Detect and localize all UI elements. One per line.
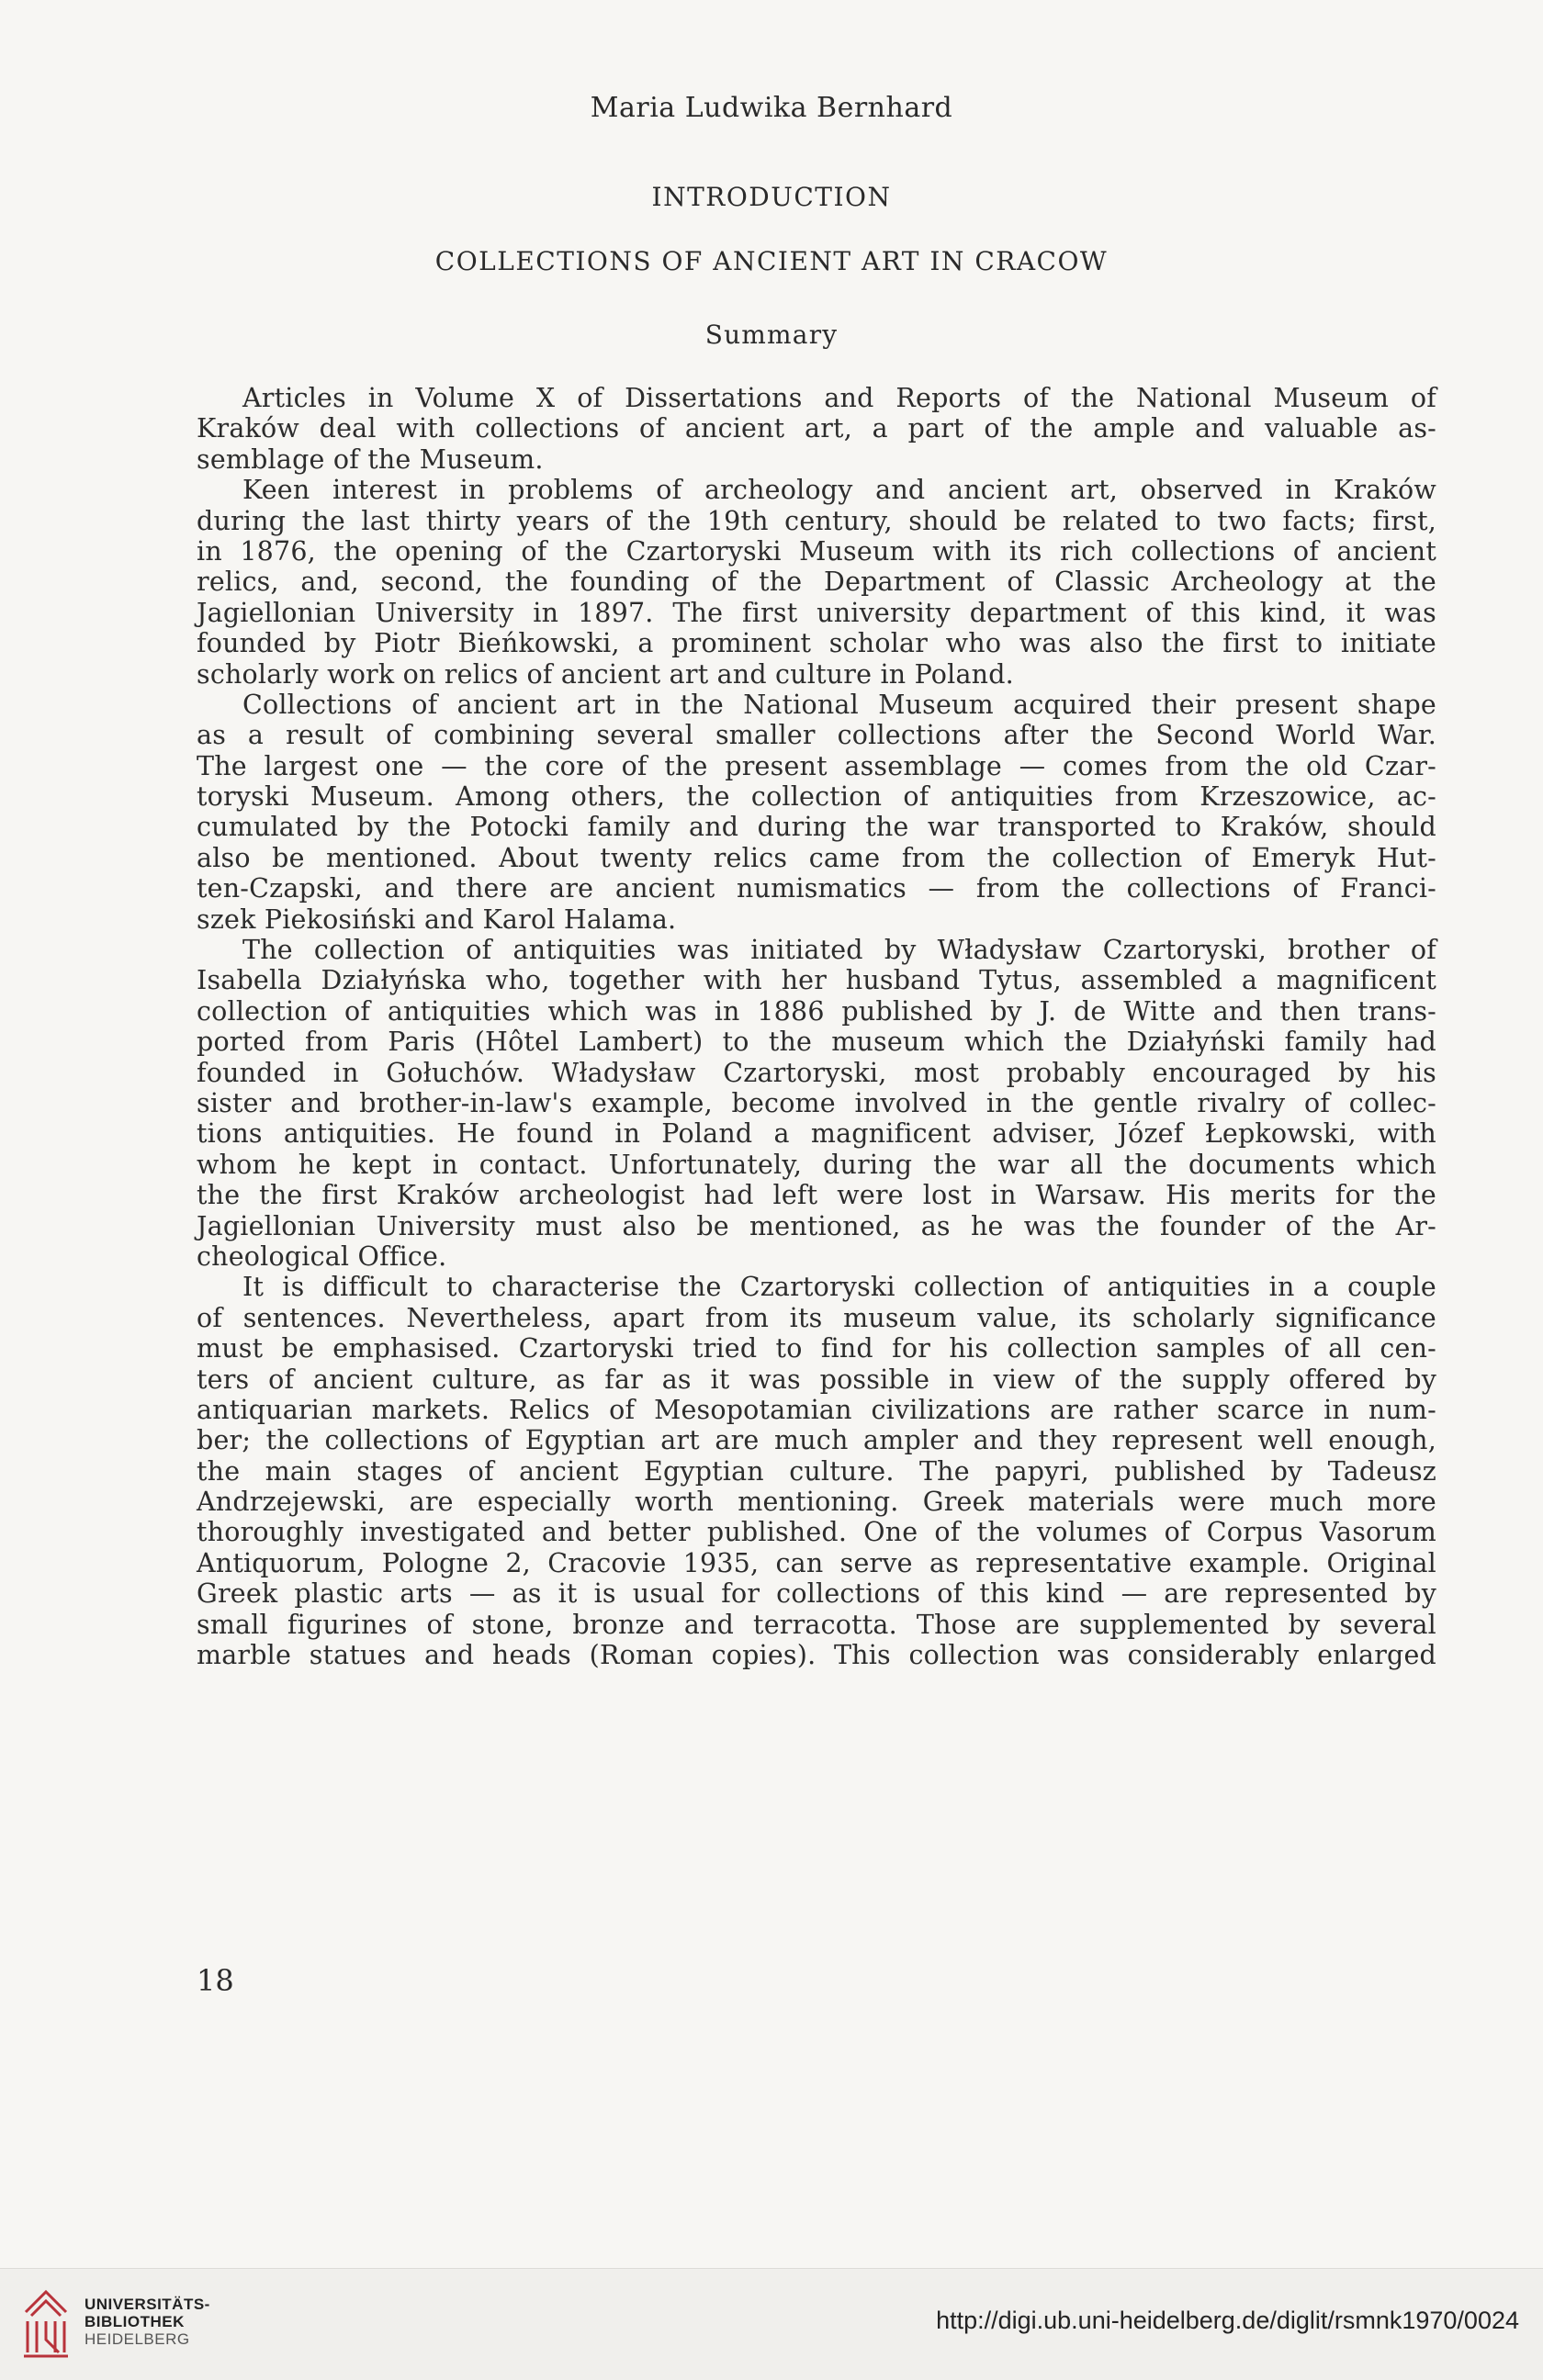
text-line: Jagiellonian University must also be mentioned, as he was the founder of the Ar-: [197, 1210, 1436, 1241]
text-line: Greek plastic arts — as it is usual for collections of this kind — are represented by: [197, 1578, 1436, 1610]
text-line: thoroughly investigated and better published. One of the volumes of Corpus Vasorum: [197, 1517, 1436, 1548]
text-line: Antiquorum, Pologne 2, Cracovie 1935, can serve as representative example. Original: [197, 1547, 1436, 1578]
library-name-line3: HEIDELBERG: [84, 2330, 190, 2348]
text-line: Collections of ancient art in the National Museum acquired their present shape: [242, 689, 1436, 720]
summary-heading: Summary: [704, 320, 839, 350]
text-line: of sentences. Nevertheless, apart from its museum value, its scholarly significance: [197, 1302, 1436, 1333]
text-line: cheological Office.: [197, 1241, 447, 1272]
text-line: It is difficult to characterise the Czartoryski collection of antiquities in a couple: [242, 1272, 1436, 1303]
text-line: collection of antiquities which was in 1886 published by J. de Witte and then trans-: [197, 995, 1436, 1027]
text-line: Articles in Volume X of Dissertations and Reports of the National Museum of: [242, 383, 1436, 413]
text-line: ber; the collections of Egyptian art are much ampler and they represent well enough,: [197, 1425, 1436, 1456]
text-line: whom he kept in contact. Unfortunately, during the war all the documents which: [197, 1149, 1436, 1180]
text-line: during the last thirty years of the 19th century, should be related to two facts; first,: [197, 505, 1436, 536]
text-line: the main stages of ancient Egyptian culture. The papyri, published by Tadeusz: [197, 1455, 1436, 1487]
text-line: the the first Kraków archeologist had left were lost in Warsaw. His merits for the: [197, 1180, 1436, 1211]
text-line: as a result of combining several smaller collections after the Second World War.: [197, 720, 1436, 751]
text-line: The largest one — the core of the present assemblage — comes from the old Czar-: [197, 750, 1436, 781]
text-line: must be emphasised. Czartoryski tried to find for his collection samples of all cen-: [197, 1333, 1436, 1364]
text-line: antiquarian markets. Relics of Mesopotamian civilizations are rather scarce in num-: [197, 1394, 1436, 1425]
text-line: Kraków deal with collections of ancient art, a part of the ample and valuable as-: [197, 413, 1436, 444]
library-name: [84, 2296, 210, 2348]
text-line: relics, and, second, the founding of the Department of Classic Archeology at the: [197, 567, 1436, 598]
section-heading: INTRODUCTION: [651, 182, 892, 212]
article-title: COLLECTIONS OF ANCIENT ART IN CRACOW: [434, 246, 1109, 276]
text-line: also be mentioned. About twenty relics came from the collection of Emeryk Hut-: [197, 842, 1436, 873]
text-line: cumulated by the Potocki family and during the war transported to Kraków, should: [197, 812, 1436, 843]
text-line: marble statues and heads (Roman copies). This collection was considerably enlarged: [197, 1640, 1436, 1671]
page-number: 18: [197, 1963, 234, 1998]
text-line: Jagiellonian University in 1897. The first university department of this kind, it was: [197, 597, 1436, 628]
text-line: semblage of the Museum.: [197, 443, 544, 475]
source-url-link[interactable]: http://digi.ub.uni-heidelberg.de/diglit/rsmnk1970/0024: [936, 2307, 1519, 2334]
text-line: scholarly work on relics of ancient art and culture in Poland.: [197, 658, 1014, 690]
library-name-line2: BIBLIOTHEK: [84, 2313, 185, 2330]
body-text: [197, 383, 1436, 1670]
text-line: Isabella Działyńska who, together with her husband Tytus, assembled a magnificent: [197, 965, 1436, 996]
text-line: founded in Gołuchów. Władysław Czartoryski, most probably encouraged by his: [197, 1057, 1436, 1088]
text-line: Keen interest in problems of archeology and ancient art, observed in Kraków: [242, 475, 1436, 506]
text-line: tions antiquities. He found in Poland a magnificent adviser, Józef Łepkowski, with: [197, 1118, 1436, 1150]
text-line: small figurines of stone, bronze and terracotta. Those are supplemented by several: [197, 1609, 1436, 1640]
text-line: ten-Czapski, and there are ancient numismatics — from the collections of Franci-: [197, 873, 1436, 904]
text-line: founded by Piotr Bieńkowski, a prominent scholar who was also the first to initiate: [197, 628, 1436, 659]
text-line: ported from Paris (Hôtel Lambert) to the museum which the Działyński family had: [197, 1027, 1436, 1058]
text-line: szek Piekosiński and Karol Halama.: [197, 904, 677, 935]
library-logo-icon: [18, 2285, 73, 2360]
text-line: ters of ancient culture, as far as it was possible in view of the supply offered by: [197, 1364, 1436, 1395]
library-name-line1: UNIVERSITÄTS-: [84, 2296, 210, 2313]
text-line: Andrzejewski, are especially worth mentioning. Greek materials were much more: [197, 1487, 1436, 1518]
text-line: The collection of antiquities was initiated by Władysław Czartoryski, brother of: [242, 935, 1436, 966]
text-line: in 1876, the opening of the Czartoryski Museum with its rich collections of ancient: [197, 535, 1436, 567]
author-name: Maria Ludwika Bernhard: [590, 92, 953, 124]
text-line: sister and brother-in-law's example, become involved in the gentle rivalry of collec-: [197, 1087, 1436, 1118]
text-line: toryski Museum. Among others, the collection of antiquities from Krzeszowice, ac-: [197, 781, 1436, 813]
